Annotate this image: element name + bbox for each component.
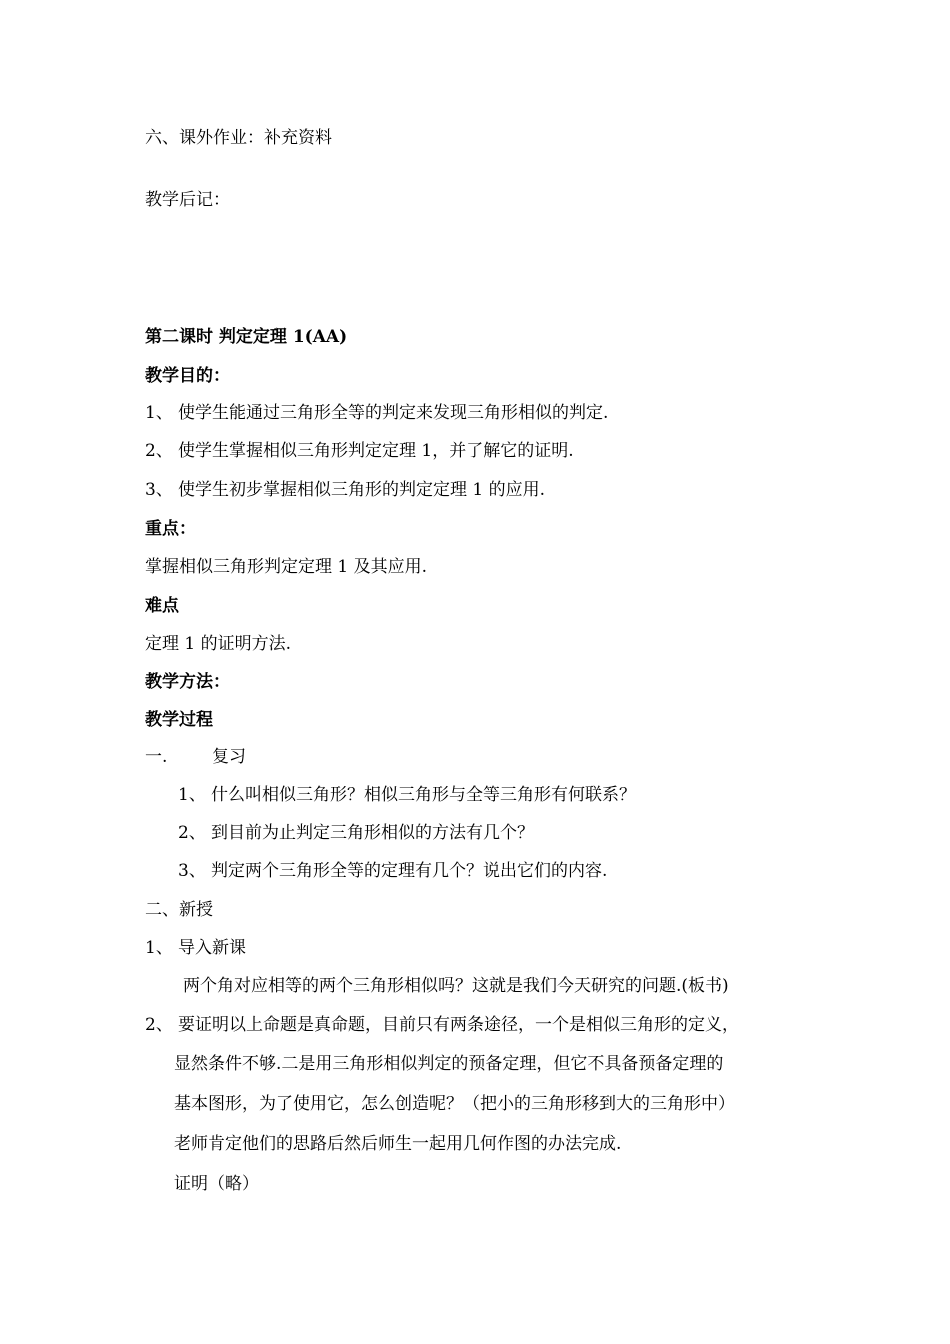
objective-text: 使学生初步掌握相似三角形的判定定理 1 的应用. <box>178 480 546 500</box>
step-number: 2、 <box>145 1015 173 1035</box>
step-number: 1、 <box>145 938 173 958</box>
homework-line: 六、课外作业：补充资料 <box>145 128 332 148</box>
review-item <box>178 821 534 845</box>
method-heading: 教学方法： <box>145 672 230 692</box>
review-item-number: 2、 <box>178 823 206 843</box>
step-2-line: 老师肯定他们的思路后然后师生一起用几何作图的办法完成. <box>174 1134 622 1154</box>
key-heading: 重点： <box>145 519 196 539</box>
review-label: 复习 <box>212 747 246 767</box>
difficulty-text: 定理 1 的证明方法. <box>145 634 292 654</box>
step-label: 导入新课 <box>178 938 246 958</box>
step-2-line: 基本图形，为了使用它，怎么创造呢？（把小的三角形移到大的三角形中） <box>174 1094 735 1114</box>
proof-text: 证明（略） <box>174 1174 259 1194</box>
key-text: 掌握相似三角形判定定理 1 及其应用. <box>145 557 428 577</box>
review-item-text: 到目前为止判定三角形相似的方法有几个？ <box>211 823 534 843</box>
objectives-heading: 教学目的： <box>145 366 230 386</box>
review-number: 一. <box>145 747 168 767</box>
difficulty-heading: 难点 <box>145 596 179 616</box>
process-heading: 教学过程 <box>145 710 213 730</box>
objective-number: 3、 <box>145 480 173 500</box>
new-lesson-heading: 二、新授 <box>145 900 213 920</box>
step-2-line: 要证明以上命题是真命题，目前只有两条途径，一个是相似三角形的定义， <box>178 1015 739 1035</box>
review-item <box>178 859 608 883</box>
review-item-number: 1、 <box>178 785 206 805</box>
review-heading <box>145 745 246 769</box>
review-item <box>178 783 636 807</box>
objective-item <box>145 439 574 463</box>
objective-text: 使学生能通过三角形全等的判定来发现三角形相似的判定. <box>178 403 609 423</box>
new-lesson-step-2 <box>145 1013 739 1037</box>
postscript-label: 教学后记： <box>145 190 230 210</box>
new-lesson-step-1 <box>145 936 246 960</box>
objective-number: 2、 <box>145 441 173 461</box>
step-1-text: 两个角对应相等的两个三角形相似吗？这就是我们今天研究的问题.(板书) <box>183 976 729 996</box>
review-item-text: 判定两个三角形全等的定理有几个？说出它们的内容. <box>211 861 608 881</box>
objective-item <box>145 401 609 425</box>
objective-number: 1、 <box>145 403 173 423</box>
objective-text: 使学生掌握相似三角形判定定理 1，并了解它的证明. <box>178 441 574 461</box>
lesson-title: 第二课时 判定定理 1(AA) <box>145 327 348 347</box>
review-item-number: 3、 <box>178 861 206 881</box>
objective-item <box>145 478 546 502</box>
review-item-text: 什么叫相似三角形？相似三角形与全等三角形有何联系？ <box>211 785 636 805</box>
step-2-line: 显然条件不够.二是用三角形相似判定的预备定理，但它不具备预备定理的 <box>174 1054 724 1074</box>
